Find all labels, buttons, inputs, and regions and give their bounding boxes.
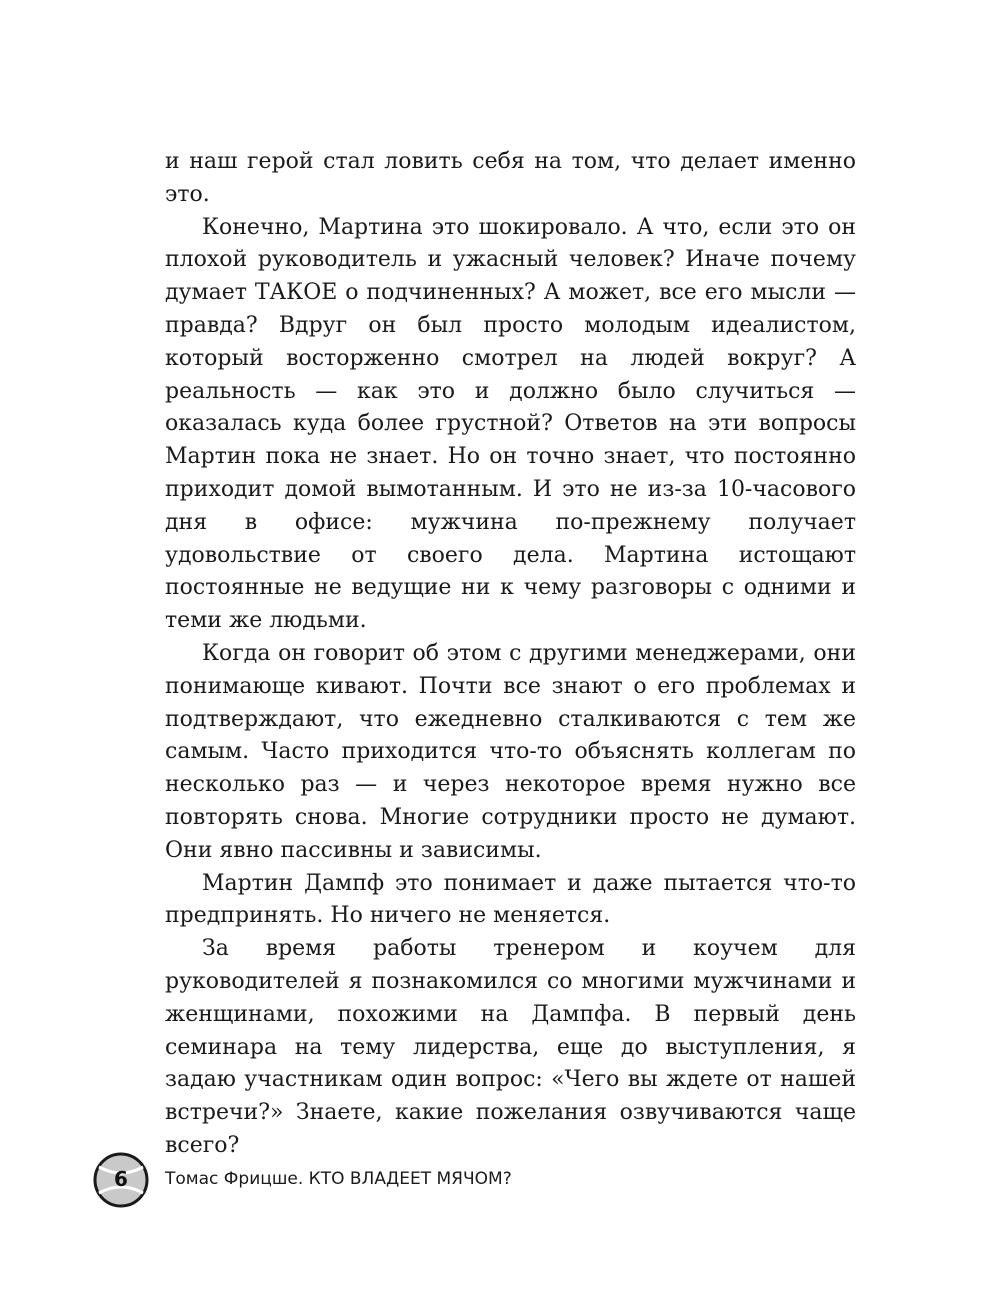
page-number: 6 bbox=[114, 1167, 128, 1191]
paragraph: За время работы тренером и коучем для руководителей я познакомился со многими мужчинами и женщинами, похожими на Дампфа. В первый день семинара на тему лидерства, еще до выступления, я задаю участникам один вопрос: «Чего вы ждете от нашей встречи?» Знаете, какие пожелания озвучиваются чаще всего? bbox=[165, 936, 856, 1158]
body-text bbox=[165, 146, 856, 1163]
paragraph: Когда он говорит об этом с другими менеджерами, они понимающе кивают. Почти все знают о его проблемах и подтверждают, что ежедневно сталкиваются с тем же самым. Часто приходится что-то объяснять коллегам по несколько раз — и через некоторое время нужно все повторять снова. Многие сотрудники просто не думают. Они явно пассивны и зависимы. bbox=[165, 640, 856, 863]
paragraph-continued: и наш герой стал ловить себя на том, что делает именно это. bbox=[165, 149, 856, 207]
paragraph: Конечно, Мартина это шокировало. А что, если это он плохой руководитель и ужасный человек? Иначе почему думает ТАКОЕ о подчиненных? А может, все его мысли — правда? Вдруг он был просто молодым идеалистом, который восторженно смотрел на людей вокруг? А реальность — как это и должно было случиться — оказалась куда более грустной? Ответов на эти вопросы Мартин пока не знает. Но он точно знает, что постоянно приходит домой вымотанным. И это не из-за 10-часового дня в офисе: мужчина по-прежнему получает удовольствие от своего дела. Мартина истощают постоянные не ведущие ни к чему разговоры с одними и теми же людьми. bbox=[165, 214, 856, 634]
paragraph: Мартин Дампф это понимает и даже пытается что-то предпринять. Но ничего не меняется. bbox=[165, 870, 856, 929]
page-footer bbox=[93, 1152, 853, 1208]
running-head: Томас Фрицше. КТО ВЛАДЕЕТ МЯЧОМ? bbox=[165, 1169, 512, 1189]
